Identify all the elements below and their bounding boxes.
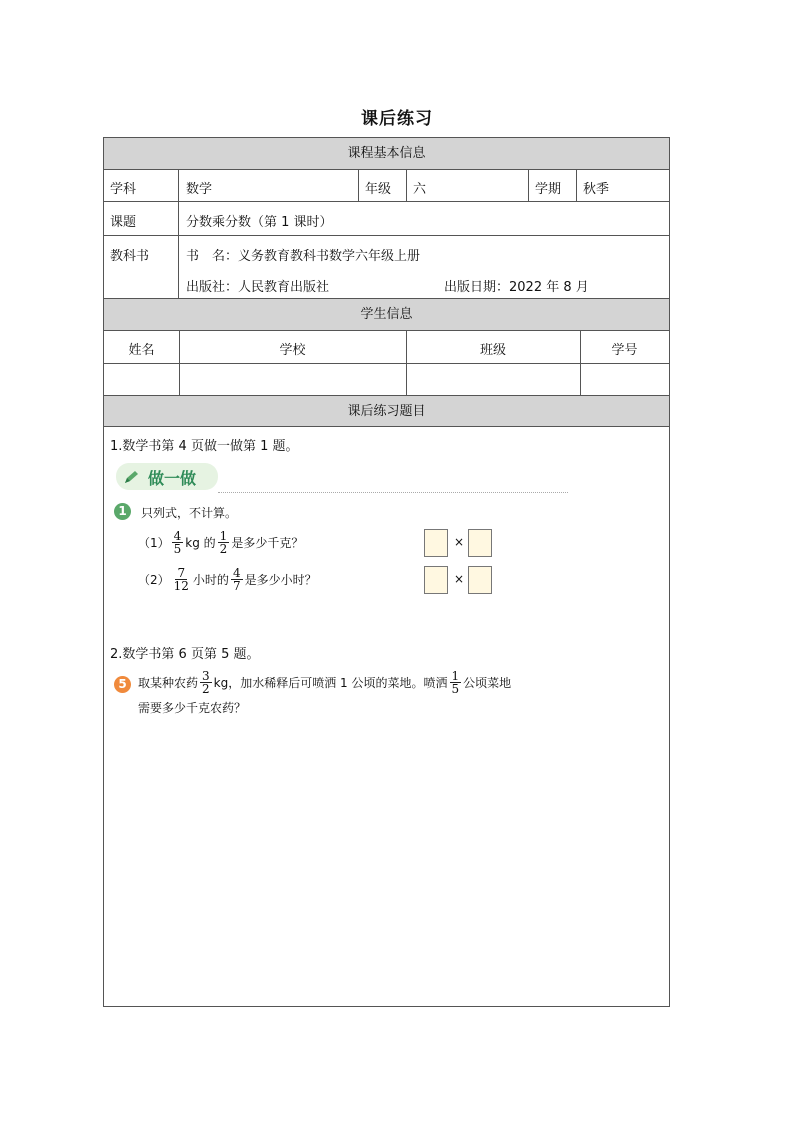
answer-box[interactable]: [424, 566, 448, 594]
fraction: $\frac{3}{2}$: [202, 669, 210, 696]
item-text: 公顷菜地: [463, 676, 512, 690]
question-1-item-1: [138, 530, 303, 555]
do-it-banner-label: 做一做: [148, 469, 197, 488]
section-header-exercises: 课后练习题目: [104, 395, 669, 427]
row-divider: [104, 363, 669, 364]
multiply-sign: ×: [454, 535, 465, 549]
answer-box[interactable]: [468, 529, 492, 557]
col-divider: [178, 170, 179, 298]
student-header-name: 姓名: [128, 343, 155, 358]
worksheet-table: [103, 137, 670, 1007]
term-value: 秋季: [583, 182, 610, 197]
item-text: 是多少小时？: [244, 573, 317, 587]
question-2-heading: 2.数学书第 6 页第 5 题。: [110, 647, 260, 662]
multiply-sign: ×: [454, 572, 465, 586]
topic-label: 课题: [110, 215, 137, 230]
fraction: $\frac{7}{12}$: [173, 566, 189, 593]
student-header-id: 学号: [611, 343, 638, 358]
row-divider: [104, 201, 669, 202]
section-header-student-info: 学生信息: [104, 298, 669, 331]
grade-value: 六: [413, 182, 427, 197]
subject-value: 数学: [186, 182, 213, 197]
student-header-class: 班级: [479, 343, 506, 358]
item-text: 取某种农药: [138, 676, 199, 690]
banner-divider: [218, 492, 568, 493]
subject-label: 学科: [110, 182, 137, 197]
term-label: 学期: [535, 182, 562, 197]
row-divider: [104, 235, 669, 236]
exercise-number-badge: 1: [114, 503, 131, 520]
textbook-publish-date: 出版日期：2022 年 8 月: [444, 280, 589, 295]
item-label: （2）: [138, 573, 170, 587]
question-1-heading: 1.数学书第 4 页做一做第 1 题。: [110, 439, 299, 454]
col-divider: [358, 170, 359, 201]
answer-box[interactable]: [468, 566, 492, 594]
page-title: 课后练习: [361, 109, 433, 129]
question-1-item-2: [138, 567, 317, 592]
item-label: （1）: [138, 536, 170, 550]
item-text: kg，加水稀释后可喷洒 1 公顷的菜地。喷洒: [213, 676, 448, 690]
answer-box[interactable]: [424, 529, 448, 557]
textbook-publisher: 出版社：人民教育出版社: [186, 280, 330, 295]
col-divider: [528, 170, 529, 201]
fraction: $\frac{4}{5}$: [173, 529, 182, 556]
section-header-course-info: 课程基本信息: [104, 138, 669, 170]
topic-value: 分数乘分数（第 1 课时）: [186, 215, 333, 230]
col-divider: [576, 170, 577, 201]
grade-label: 年级: [365, 182, 392, 197]
item-text: kg 的: [185, 536, 216, 550]
question-2-line-1: [138, 670, 511, 695]
pencil-icon: [124, 470, 140, 484]
textbook-label: 教科书: [110, 249, 150, 264]
question-1-instruction: 只列式，不计算。: [141, 506, 238, 520]
col-divider: [406, 170, 407, 201]
fraction: $\frac{4}{7}$: [232, 566, 241, 593]
textbook-name: 书 名：义务教育教科书数学六年级上册: [186, 249, 421, 264]
item-text: 小时的: [192, 573, 229, 587]
student-header-school: 学校: [279, 343, 306, 358]
exercise-number-badge: 5: [114, 676, 131, 693]
fraction: $\frac{1}{5}$: [451, 669, 460, 696]
question-2-line-2: 需要多少千克农药？: [138, 701, 247, 715]
fraction: $\frac{1}{2}$: [219, 529, 228, 556]
item-text: 是多少千克？: [231, 536, 304, 550]
do-it-banner: [116, 463, 218, 490]
